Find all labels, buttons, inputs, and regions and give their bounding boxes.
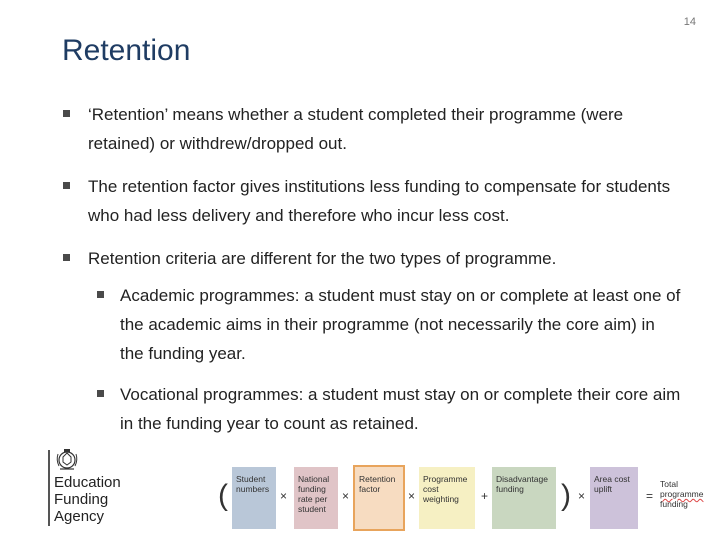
formula-box-programme-cost: [419, 467, 475, 529]
formula-box-label: Programme cost weighting: [423, 474, 468, 504]
bullet-marker-icon: [63, 110, 70, 117]
plus-operator: +: [481, 489, 489, 503]
sub-bullet-item: [62, 281, 682, 368]
logo-line: Funding: [54, 491, 109, 508]
page-number: 14: [683, 16, 696, 28]
close-paren: ): [561, 479, 571, 512]
multiply-operator: ×: [408, 489, 416, 503]
sub-bullet-text: Vocational programmes: a student must stay on or complete their core aim in the funding year to count as retained.: [120, 385, 681, 433]
formula-box-student-numbers: [232, 467, 276, 529]
formula-box-disadvantage: [492, 467, 556, 529]
bullet-item: [62, 100, 682, 158]
logo-divider: [48, 450, 50, 526]
multiply-operator: ×: [578, 489, 586, 503]
funding-formula: [216, 465, 720, 531]
logo-text: [54, 474, 121, 525]
sub-bullet-item: [62, 380, 682, 438]
logo-line: Education: [54, 474, 121, 491]
formula-box-label: Retention factor: [359, 474, 396, 494]
formula-box-label: National funding rate per student: [298, 474, 330, 514]
sub-bullet-text: Academic programmes: a student must stay on or complete at least one of the academic aims in their programme (not necessarily the core aim) in the funding year.: [120, 286, 681, 363]
bullet-item: [62, 244, 682, 273]
bullet-marker-icon: [97, 390, 104, 397]
equals-operator: =: [646, 489, 654, 503]
result-line: programme: [660, 489, 704, 499]
bullet-text: Retention criteria are different for the two types of programme.: [88, 249, 557, 268]
bullet-marker-icon: [97, 291, 104, 298]
formula-box-label: Student numbers: [236, 474, 270, 494]
multiply-operator: ×: [342, 489, 350, 503]
slide-title: Retention: [62, 34, 191, 67]
formula-box-national-rate: [294, 467, 338, 529]
formula-box-area-cost: [590, 467, 638, 529]
bullet-marker-icon: [63, 182, 70, 189]
formula-box-retention-factor: [355, 467, 403, 529]
formula-result: [660, 479, 718, 509]
bullet-text: The retention factor gives institutions less funding to compensate for students who had less delivery and therefore who incur less cost.: [88, 177, 671, 225]
open-paren: (: [218, 479, 228, 512]
efa-logo: [48, 448, 168, 528]
bullet-marker-icon: [63, 254, 70, 261]
formula-box-label: Disadvantage funding: [496, 474, 548, 494]
result-line: funding: [660, 499, 688, 509]
bullet-item: [62, 172, 682, 230]
royal-crest-icon: [54, 448, 80, 472]
bullet-list: [62, 100, 682, 450]
multiply-operator: ×: [280, 489, 288, 503]
bullet-text: ‘Retention’ means whether a student completed their programme (were retained) or withdrew/dropped out.: [88, 105, 624, 153]
logo-line: Agency: [54, 508, 105, 525]
result-line: Total: [660, 479, 678, 489]
formula-box-label: Area cost uplift: [594, 474, 630, 494]
